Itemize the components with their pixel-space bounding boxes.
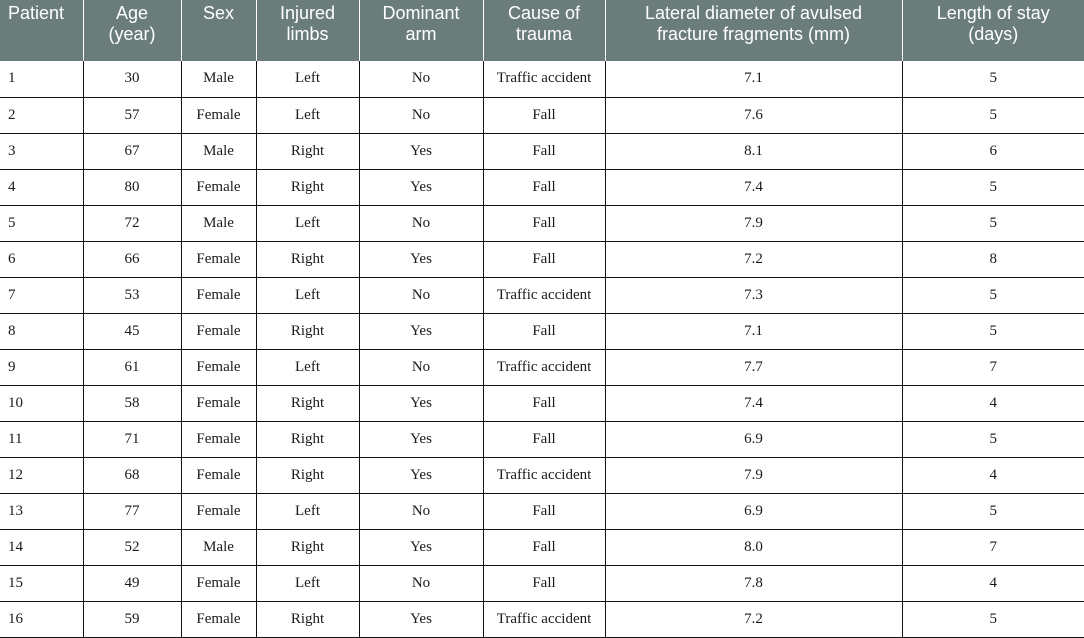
- column-header-line: fracture fragments (mm): [656, 24, 851, 44]
- cell-age: 58: [83, 385, 181, 421]
- cell-dominant-arm: No: [359, 349, 483, 385]
- cell-dominant-arm: Yes: [359, 133, 483, 169]
- cell-fragment-diameter: 7.1: [605, 313, 902, 349]
- cell-fragment-diameter: 7.1: [605, 61, 902, 97]
- cell-sex: Female: [181, 457, 256, 493]
- cell-sex: Female: [181, 277, 256, 313]
- cell-sex: Female: [181, 349, 256, 385]
- cell-patient: 10: [0, 385, 83, 421]
- cell-age: 71: [83, 421, 181, 457]
- cell-injured-limbs: Right: [256, 241, 359, 277]
- cell-cause-of-trauma: Fall: [483, 205, 605, 241]
- cell-patient: 15: [0, 565, 83, 601]
- cell-cause-of-trauma: Traffic accident: [483, 349, 605, 385]
- cell-cause-of-trauma: Fall: [483, 421, 605, 457]
- cell-cause-of-trauma: Fall: [483, 97, 605, 133]
- cell-patient: 13: [0, 493, 83, 529]
- cell-length-of-stay: 4: [902, 385, 1084, 421]
- column-header-age: [83, 0, 181, 61]
- column-header-sex: [181, 0, 256, 61]
- cell-cause-of-trauma: Traffic accident: [483, 277, 605, 313]
- cell-age: 66: [83, 241, 181, 277]
- cell-patient: 16: [0, 601, 83, 637]
- table-row: [0, 601, 1084, 637]
- table-row: [0, 241, 1084, 277]
- cell-dominant-arm: Yes: [359, 313, 483, 349]
- cell-dominant-arm: Yes: [359, 385, 483, 421]
- column-header-line: Cause of: [507, 3, 581, 23]
- table-body: [0, 61, 1084, 637]
- cell-patient: 5: [0, 205, 83, 241]
- cell-cause-of-trauma: Fall: [483, 169, 605, 205]
- cell-patient: 6: [0, 241, 83, 277]
- cell-patient: 14: [0, 529, 83, 565]
- cell-sex: Female: [181, 601, 256, 637]
- cell-length-of-stay: 6: [902, 133, 1084, 169]
- cell-cause-of-trauma: Traffic accident: [483, 601, 605, 637]
- column-header-dominant-arm: [359, 0, 483, 61]
- cell-length-of-stay: 7: [902, 529, 1084, 565]
- cell-length-of-stay: 4: [902, 565, 1084, 601]
- cell-cause-of-trauma: Fall: [483, 385, 605, 421]
- cell-age: 45: [83, 313, 181, 349]
- cell-dominant-arm: Yes: [359, 169, 483, 205]
- cell-dominant-arm: No: [359, 493, 483, 529]
- cell-injured-limbs: Right: [256, 313, 359, 349]
- cell-age: 53: [83, 277, 181, 313]
- cell-sex: Female: [181, 493, 256, 529]
- cell-injured-limbs: Right: [256, 457, 359, 493]
- table-row: [0, 493, 1084, 529]
- cell-dominant-arm: Yes: [359, 529, 483, 565]
- table-row: [0, 313, 1084, 349]
- cell-length-of-stay: 4: [902, 457, 1084, 493]
- cell-fragment-diameter: 7.6: [605, 97, 902, 133]
- cell-cause-of-trauma: Traffic accident: [483, 457, 605, 493]
- cell-fragment-diameter: 7.9: [605, 205, 902, 241]
- table-header: [0, 0, 1084, 61]
- table-row: [0, 205, 1084, 241]
- table-row: [0, 385, 1084, 421]
- cell-age: 67: [83, 133, 181, 169]
- column-header-line: limbs: [286, 24, 329, 44]
- cell-length-of-stay: 5: [902, 97, 1084, 133]
- column-header-line: Length of stay: [936, 3, 1050, 23]
- cell-cause-of-trauma: Fall: [483, 565, 605, 601]
- cell-patient: 1: [0, 61, 83, 97]
- table-row: [0, 97, 1084, 133]
- cell-length-of-stay: 5: [902, 277, 1084, 313]
- cell-dominant-arm: No: [359, 61, 483, 97]
- cell-length-of-stay: 7: [902, 349, 1084, 385]
- cell-injured-limbs: Left: [256, 205, 359, 241]
- cell-injured-limbs: Right: [256, 421, 359, 457]
- column-header-fragment-diameter: [605, 0, 902, 61]
- cell-cause-of-trauma: Traffic accident: [483, 61, 605, 97]
- cell-sex: Male: [181, 205, 256, 241]
- cell-age: 49: [83, 565, 181, 601]
- cell-age: 59: [83, 601, 181, 637]
- table-row: [0, 349, 1084, 385]
- table-row: [0, 133, 1084, 169]
- cell-patient: 2: [0, 97, 83, 133]
- cell-sex: Male: [181, 529, 256, 565]
- column-header-length-of-stay: [902, 0, 1084, 61]
- cell-patient: 4: [0, 169, 83, 205]
- column-header-line: trauma: [515, 24, 573, 44]
- cell-fragment-diameter: 7.4: [605, 385, 902, 421]
- cell-cause-of-trauma: Fall: [483, 241, 605, 277]
- cell-age: 30: [83, 61, 181, 97]
- table-row: [0, 61, 1084, 97]
- cell-cause-of-trauma: Fall: [483, 493, 605, 529]
- column-header-line: Patient: [8, 3, 65, 23]
- cell-patient: 11: [0, 421, 83, 457]
- cell-length-of-stay: 5: [902, 601, 1084, 637]
- cell-dominant-arm: Yes: [359, 241, 483, 277]
- cell-cause-of-trauma: Fall: [483, 529, 605, 565]
- cell-fragment-diameter: 8.0: [605, 529, 902, 565]
- cell-dominant-arm: Yes: [359, 457, 483, 493]
- cell-injured-limbs: Left: [256, 277, 359, 313]
- cell-fragment-diameter: 6.9: [605, 421, 902, 457]
- table-row: [0, 529, 1084, 565]
- cell-injured-limbs: Right: [256, 601, 359, 637]
- cell-sex: Female: [181, 385, 256, 421]
- cell-sex: Female: [181, 421, 256, 457]
- cell-cause-of-trauma: Fall: [483, 313, 605, 349]
- cell-fragment-diameter: 7.3: [605, 277, 902, 313]
- column-header-line: arm: [405, 24, 437, 44]
- cell-sex: Female: [181, 169, 256, 205]
- cell-dominant-arm: Yes: [359, 421, 483, 457]
- cell-fragment-diameter: 7.2: [605, 241, 902, 277]
- cell-sex: Female: [181, 313, 256, 349]
- cell-patient: 7: [0, 277, 83, 313]
- column-header-line: Sex: [202, 3, 235, 23]
- header-row: [0, 0, 1084, 61]
- cell-sex: Female: [181, 97, 256, 133]
- cell-dominant-arm: Yes: [359, 601, 483, 637]
- cell-patient: 8: [0, 313, 83, 349]
- table-row: [0, 457, 1084, 493]
- cell-patient: 9: [0, 349, 83, 385]
- cell-fragment-diameter: 7.8: [605, 565, 902, 601]
- cell-sex: Female: [181, 565, 256, 601]
- cell-dominant-arm: No: [359, 205, 483, 241]
- cell-injured-limbs: Left: [256, 349, 359, 385]
- cell-sex: Male: [181, 133, 256, 169]
- cell-fragment-diameter: 7.4: [605, 169, 902, 205]
- column-header-line: (days): [968, 24, 1019, 44]
- cell-dominant-arm: No: [359, 97, 483, 133]
- column-header-line: Dominant: [382, 3, 460, 23]
- cell-length-of-stay: 5: [902, 61, 1084, 97]
- table-row: [0, 169, 1084, 205]
- column-header-line: Injured: [279, 3, 336, 23]
- table-row: [0, 421, 1084, 457]
- cell-injured-limbs: Right: [256, 133, 359, 169]
- cell-patient: 3: [0, 133, 83, 169]
- cell-dominant-arm: No: [359, 277, 483, 313]
- column-header-injured-limbs: [256, 0, 359, 61]
- cell-age: 77: [83, 493, 181, 529]
- cell-injured-limbs: Right: [256, 385, 359, 421]
- cell-injured-limbs: Left: [256, 97, 359, 133]
- cell-age: 72: [83, 205, 181, 241]
- cell-fragment-diameter: 7.9: [605, 457, 902, 493]
- cell-sex: Male: [181, 61, 256, 97]
- cell-length-of-stay: 5: [902, 169, 1084, 205]
- column-header-line: (year): [108, 24, 156, 44]
- cell-injured-limbs: Right: [256, 169, 359, 205]
- cell-patient: 12: [0, 457, 83, 493]
- cell-cause-of-trauma: Fall: [483, 133, 605, 169]
- column-header-line: Lateral diameter of avulsed: [644, 3, 863, 23]
- cell-length-of-stay: 5: [902, 493, 1084, 529]
- column-header-line: Age: [115, 3, 149, 23]
- table-row: [0, 277, 1084, 313]
- cell-fragment-diameter: 7.2: [605, 601, 902, 637]
- cell-injured-limbs: Right: [256, 529, 359, 565]
- cell-length-of-stay: 5: [902, 313, 1084, 349]
- cell-age: 68: [83, 457, 181, 493]
- cell-injured-limbs: Left: [256, 61, 359, 97]
- column-header-patient: [0, 0, 83, 61]
- cell-fragment-diameter: 7.7: [605, 349, 902, 385]
- column-header-cause-of-trauma: [483, 0, 605, 61]
- cell-age: 57: [83, 97, 181, 133]
- cell-length-of-stay: 8: [902, 241, 1084, 277]
- cell-injured-limbs: Left: [256, 493, 359, 529]
- cell-dominant-arm: No: [359, 565, 483, 601]
- cell-age: 80: [83, 169, 181, 205]
- cell-injured-limbs: Left: [256, 565, 359, 601]
- cell-sex: Female: [181, 241, 256, 277]
- cell-length-of-stay: 5: [902, 205, 1084, 241]
- cell-fragment-diameter: 6.9: [605, 493, 902, 529]
- cell-length-of-stay: 5: [902, 421, 1084, 457]
- table-row: [0, 565, 1084, 601]
- cell-fragment-diameter: 8.1: [605, 133, 902, 169]
- cell-age: 52: [83, 529, 181, 565]
- cell-age: 61: [83, 349, 181, 385]
